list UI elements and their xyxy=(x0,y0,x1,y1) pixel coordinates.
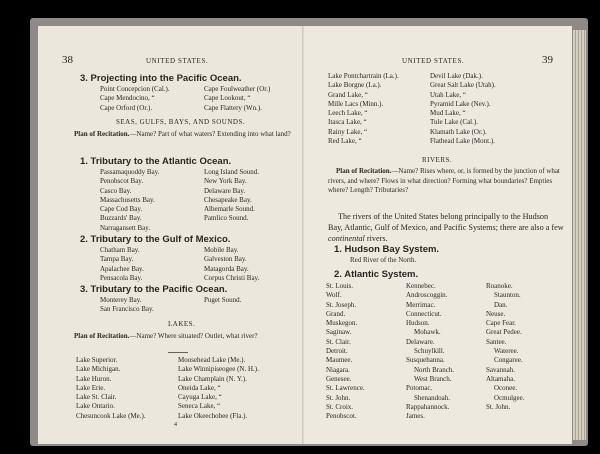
list-item: Narragansett Bay. xyxy=(100,223,151,232)
list-item: Cape Foulweather (Or.) xyxy=(204,85,271,93)
list-item: Delaware Bay. xyxy=(204,186,246,195)
list-column xyxy=(100,85,170,113)
list-item: St. Louis. xyxy=(326,282,354,290)
list-column xyxy=(76,356,146,421)
list-item: Apalachee Bay. xyxy=(100,264,144,273)
list-item: San Francisco Bay. xyxy=(100,305,154,314)
section-heading: 3. Tributary to the Pacific Ocean. xyxy=(80,284,228,295)
list-item: Savannah. xyxy=(486,365,515,374)
list-item: St. Joseph. xyxy=(326,300,357,309)
book xyxy=(30,18,588,446)
list-item: Pyramid Lake (Nev.). xyxy=(430,99,491,108)
list-item: Galveston Bay. xyxy=(204,255,247,264)
list-item: Pensacola Bay. xyxy=(100,273,143,282)
list-item: Leech Lake, “ xyxy=(328,109,368,118)
section-heading: 3. Projecting into the Pacific Ocean. xyxy=(80,73,242,84)
list-column xyxy=(100,296,154,315)
list-item: Chesuncook Lake (Me.). xyxy=(76,411,146,420)
list-item: Dan. xyxy=(494,300,508,309)
section-title: LAKES. xyxy=(168,320,196,328)
list-item: Mud Lake, “ xyxy=(430,109,466,118)
list-item: Oconee. xyxy=(494,384,518,393)
list-item: Mobile Bay. xyxy=(204,246,239,254)
list-item: New York Bay. xyxy=(204,177,247,186)
list-item: Cape Orford (Or.). xyxy=(100,103,153,112)
list-item: Great Salt Lake (Utah). xyxy=(430,81,496,90)
list-item: Lake Pontchartrain (La.). xyxy=(328,72,399,80)
list-column xyxy=(100,168,159,233)
page-foot: 4 xyxy=(174,422,177,428)
list-item: Lake Superior. xyxy=(76,356,118,364)
list-item: Penobscot. xyxy=(326,412,357,421)
list-item: Lake Erie. xyxy=(76,383,106,392)
page-number: 38 xyxy=(62,54,73,66)
section-heading: 1. Hudson Bay System. xyxy=(334,244,440,255)
section-heading: 2. Tributary to the Gulf of Mexico. xyxy=(80,234,231,245)
list-item: Lake Borgne (La.). xyxy=(328,81,382,90)
list-item: Massachusetts Bay. xyxy=(100,195,155,204)
list-item: Oneida Lake, “ xyxy=(178,383,221,392)
divider xyxy=(168,352,188,353)
list-item: Cape Flattery (Wn.). xyxy=(204,103,262,112)
list-item: St. Lawrence. xyxy=(326,384,365,393)
list-item: Congaree. xyxy=(494,356,523,365)
list-column xyxy=(486,282,525,412)
list-item: Grand. xyxy=(326,309,346,318)
list-item: Lake Ontario. xyxy=(76,402,115,411)
left-page xyxy=(38,26,305,444)
page-edges xyxy=(573,30,586,440)
plan-of-recitation: Plan of Recitation.—Name? Part of what waters? Extending into what land? xyxy=(74,130,291,138)
list-item: Corpus Christi Bay. xyxy=(204,273,260,282)
list-item: Rappahannock. xyxy=(406,402,450,411)
list-column xyxy=(204,246,259,283)
list-item: Itasca Lake, “ xyxy=(328,118,367,127)
list-item: Niagara. xyxy=(326,365,350,374)
list-item: James. xyxy=(406,412,425,421)
list-item: Grand Lake, “ xyxy=(328,90,368,99)
running-head: UNITED STATES. xyxy=(146,57,209,65)
list-column xyxy=(204,168,259,224)
list-item: St. John. xyxy=(326,393,351,402)
list-item: Lake Huron. xyxy=(76,374,112,383)
right-page xyxy=(306,26,572,444)
list-item: Schuylkill. xyxy=(414,347,445,356)
plan-of-recitation: Plan of Recitation.—Name? Rises where, or, is formed by the junction of what rivers, and where? Flows in what direction? Forming what boundaries? Empties where? Length? Tributaries? xyxy=(328,167,560,195)
section-heading: 1. Tributary to the Atlantic Ocean. xyxy=(80,156,232,167)
list-item: Lake Winnipiseogee (N. H.). xyxy=(178,365,259,374)
list-item: Genesee. xyxy=(326,374,352,383)
list-item: Shenandoah. xyxy=(414,393,450,402)
list-item: Long Island Sound. xyxy=(204,168,260,176)
intro-paragraph: The rivers of the United States belong principally to the Hudson Bay, Atlantic, Gulf of Mexico, and Pacific Systems; there are also a few continental rivers. xyxy=(328,212,564,243)
list-item: North Branch. xyxy=(414,365,455,374)
list-item: Seneca Lake, “ xyxy=(178,402,221,411)
list-item: St. Clair. xyxy=(326,337,351,346)
list-item: Kennebec. xyxy=(406,282,436,290)
list-item: St. John. xyxy=(486,402,511,411)
list-item: Detroit. xyxy=(326,347,348,356)
list-item: Lake Okeechobee (Fla.). xyxy=(178,411,248,420)
list-item: Albemarle Sound. xyxy=(204,205,255,214)
list-column xyxy=(430,72,496,146)
list-item: Cape Lookout, “ xyxy=(204,94,251,103)
list-item: St. Croix. xyxy=(326,402,354,411)
list-item: Androscoggin. xyxy=(406,291,448,300)
list-item: Neuse. xyxy=(486,309,506,318)
list-item: Utah Lake, “ xyxy=(430,90,466,99)
list-item: Mohawk. xyxy=(414,328,441,337)
list-item: Wateree. xyxy=(494,347,519,356)
list-item: Tule Lake (Cal.). xyxy=(430,118,478,127)
list-item: Cape Mendocino, “ xyxy=(100,94,155,103)
section-title: SEAS, GULFS, BAYS, AND SOUNDS. xyxy=(116,118,246,126)
list-item: Point Concepcion (Cal.). xyxy=(100,85,170,93)
list-item: Cape Fear. xyxy=(486,319,516,328)
list-item: Maumee. xyxy=(326,356,353,365)
list-item: Potomac. xyxy=(406,384,433,393)
list-item: West Branch. xyxy=(414,374,452,383)
list-column xyxy=(204,85,270,113)
list-item: Cayuga Lake, “ xyxy=(178,393,222,402)
section-heading: 2. Atlantic System. xyxy=(334,269,419,280)
list-item: Lake Michigan. xyxy=(76,365,121,374)
list-item: Red Lake, “ xyxy=(328,137,362,146)
section-title: RIVERS. xyxy=(422,156,453,164)
list-item: Ocmulgee. xyxy=(494,393,525,402)
list-item: Lake Champlain (N. Y.). xyxy=(178,374,247,383)
list-item: Great Pedee. xyxy=(486,328,522,337)
list-item: Cape Cod Bay. xyxy=(100,205,143,214)
list-item: Staunton. xyxy=(494,291,521,300)
list-item: Chatham Bay. xyxy=(100,246,140,254)
list-column xyxy=(204,296,241,305)
list-item: Moosehead Lake (Me.). xyxy=(178,356,246,364)
list-item: Casco Bay. xyxy=(100,186,132,195)
list-item: Tampa Bay. xyxy=(100,255,134,264)
list-item: Penobscot Bay. xyxy=(100,177,144,186)
list-column xyxy=(406,282,454,421)
page-number: 39 xyxy=(542,54,553,66)
list-item: Rainy Lake, “ xyxy=(328,127,368,136)
list-item: Santee. xyxy=(486,337,507,346)
list-item: Mille Lacs (Minn.). xyxy=(328,99,384,108)
list-column xyxy=(328,72,399,146)
running-head: UNITED STATES. xyxy=(402,57,465,65)
list-item: Pamlico Sound. xyxy=(204,214,249,223)
list-item: Hudson. xyxy=(406,319,430,328)
list-item: Saginaw. xyxy=(326,328,352,337)
list-item: Wolf. xyxy=(326,291,342,300)
list-item: Flathead Lake (Mont.). xyxy=(430,137,495,146)
list-item: Passamaquoddy Bay. xyxy=(100,168,160,176)
list-item: Klamath Lake (Or.). xyxy=(430,127,487,136)
list-item: Merrimac. xyxy=(406,300,436,309)
list-item: Muskegon. xyxy=(326,319,358,328)
list-item: Lake St. Clair. xyxy=(76,393,117,402)
list-item: Monterey Bay. xyxy=(100,296,142,304)
list-item: Puget Sound. xyxy=(204,296,242,304)
list-item: Roanoke. xyxy=(486,282,513,290)
list-item: Susquehanna. xyxy=(406,356,445,365)
list-column xyxy=(326,282,365,421)
list-item: Red River of the North. xyxy=(350,256,417,264)
list-item: Altamaha. xyxy=(486,374,515,383)
list-item: Matagorda Bay. xyxy=(204,264,249,273)
list-column xyxy=(100,246,144,283)
plan-of-recitation: Plan of Recitation.—Name? Where situated? Outlet, what river? xyxy=(74,332,258,340)
list-item: Delaware. xyxy=(406,337,435,346)
list-item: Chesapeake Bay. xyxy=(204,195,252,204)
list-item: Buzzards' Bay. xyxy=(100,214,142,223)
list-column xyxy=(178,356,259,421)
list-item: Devil Lake (Dak.). xyxy=(430,72,483,80)
list-item: Connecticut. xyxy=(406,309,442,318)
